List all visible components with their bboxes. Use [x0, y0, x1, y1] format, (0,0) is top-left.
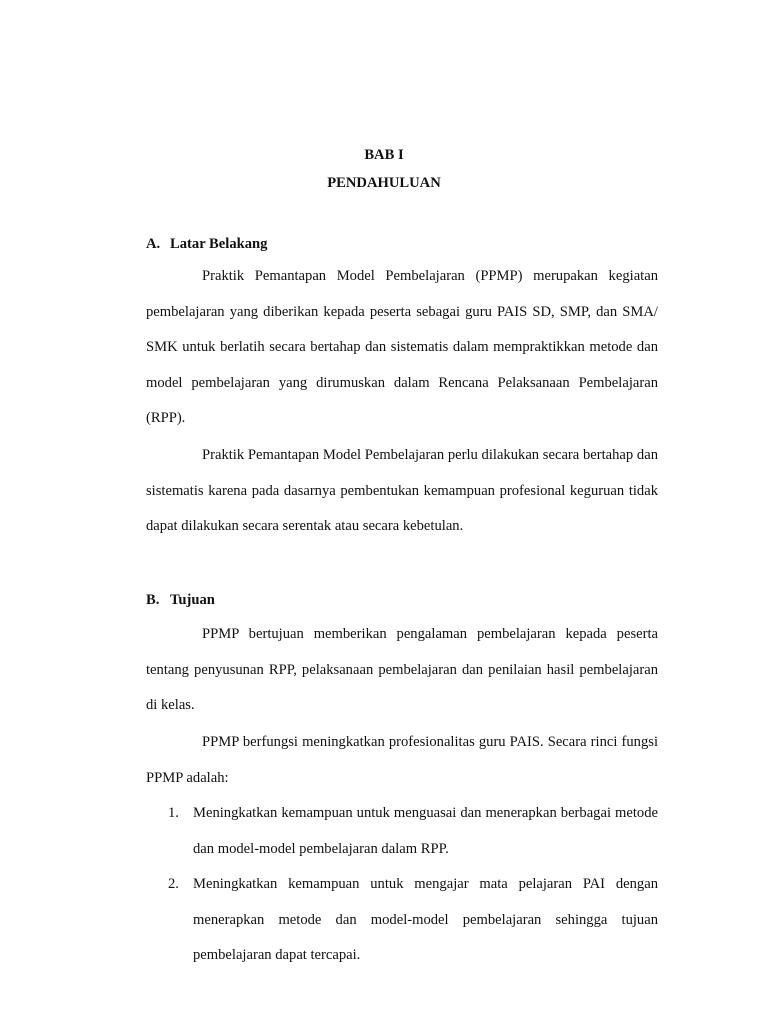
section-b-heading — [146, 592, 215, 609]
section-b-paragraph-1: PPMP bertujuan memberikan pengalaman pembelajaran kepada peserta tentang penyusunan RPP, pelaksanaan pembelajaran dan penilaian hasil pembelajaran di kelas. — [146, 626, 658, 713]
section-a-paragraph-1: Praktik Pemantapan Model Pembelajaran (PPMP) merupakan kegiatan pembelajaran yang diberikan kepada peserta sebagai guru PAIS SD, SMP, dan SMA/ SMK untuk berlatih secara bertahap dan sistematis dalam mempraktikkan metode dan model pembelajaran yang dirumuskan dalam Rencana Pelaksanaan Pembelajaran (RPP). — [146, 268, 658, 426]
list-item-text: Meningkatkan kemampuan untuk menguasai dan menerapkan berbagai metode dan model-model pembelajaran dalam RPP. — [193, 805, 658, 857]
section-b-paragraph-2: PPMP berfungsi meningkatkan profesionalitas guru PAIS. Secara rinci fungsi PPMP adalah: — [146, 734, 658, 786]
list-item-text: Meningkatkan kemampuan untuk mengajar mata pelajaran PAI dengan menerapkan metode dan model-model pembelajaran sehingga tujuan pembelajaran dapat tercapai. — [193, 876, 658, 963]
list-item-number: 1. — [168, 805, 179, 821]
section-a-heading — [146, 236, 267, 253]
chapter-title: PENDAHULUAN — [327, 175, 441, 191]
chapter-number: BAB I — [364, 147, 404, 163]
section-b-title: Tujuan — [170, 592, 215, 608]
list-item-number: 2. — [168, 876, 179, 892]
section-a-title: Latar Belakang — [170, 236, 268, 252]
section-a-paragraph-2: Praktik Pemantapan Model Pembelajaran perlu dilakukan secara bertahap dan sistematis karena pada dasarnya pembentukan kemampuan profesional keguruan tidak dapat dilakukan secara serentak atau secara kebetulan. — [146, 447, 658, 534]
section-b-letter: B. — [146, 592, 160, 608]
list-item — [146, 796, 658, 867]
section-a-letter: A. — [146, 236, 161, 252]
list-item — [146, 867, 658, 974]
